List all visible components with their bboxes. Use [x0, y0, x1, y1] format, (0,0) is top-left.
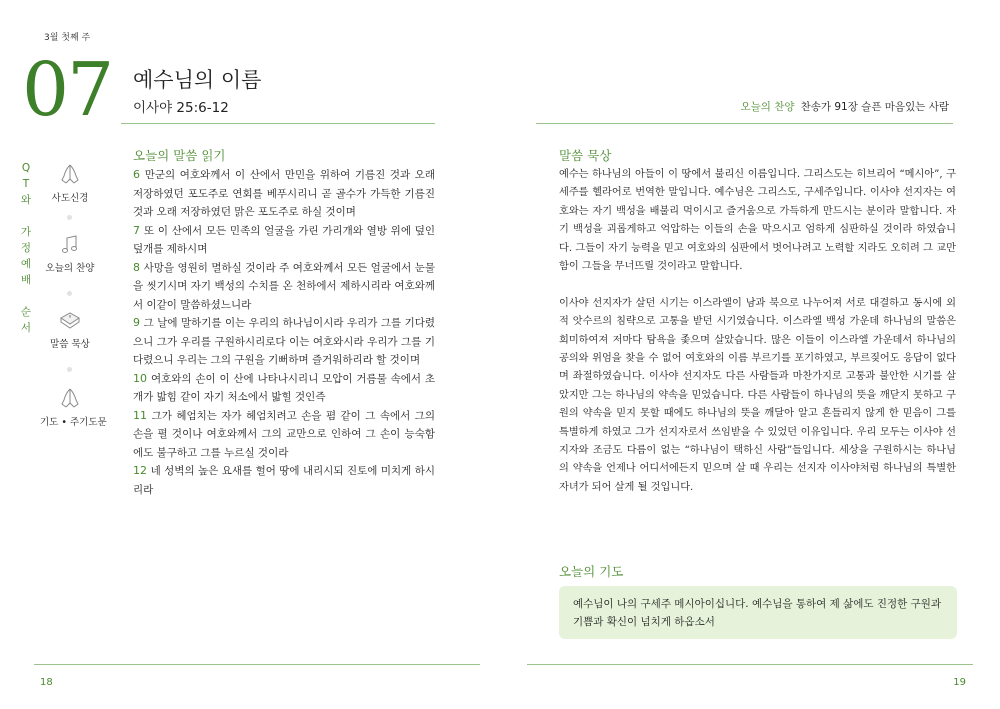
verse-text: 만군의 여호와께서 이 산에서 만민을 위하여 기름진 것과 오래 저장하였던 포도주로 연회를 베푸시리니 곧 골수가 가득한 기름진 것과 오래 저장하였던 맑은 포도주로 하실 것이며: [133, 169, 435, 218]
page-title: 예수님의 이름: [133, 68, 262, 92]
verse-text: 또 이 산에서 모든 민족의 얼굴을 가린 가리개와 열방 위에 덮인 덮개를 제하시며: [133, 224, 436, 255]
vertical-char: 가: [20, 226, 32, 238]
sidebar-item-label: 말씀 묵상: [50, 339, 90, 350]
sidebar-item-meditation[interactable]: [40, 310, 100, 350]
day-number: 07: [22, 47, 113, 133]
right-footer-rule: [527, 664, 973, 665]
vertical-char: 와: [20, 194, 32, 206]
hymn-label: 오늘의 찬양: [740, 101, 795, 113]
page-number-left: 18: [40, 677, 53, 688]
praying-hands-icon: [59, 162, 81, 186]
nav-divider-dot: [67, 367, 72, 372]
verse: [133, 222, 435, 259]
verse-number: 11: [133, 408, 152, 422]
hymn-value: 찬송가 91장 슬픈 마음있는 사람: [800, 101, 949, 113]
meditation-text: [559, 166, 956, 516]
verse-text: 사망을 영원히 멸하실 것이라 주 여호와께서 모든 얼굴에서 눈물을 씻기시며 자기 백성의 수치를 온 천하에서 제하시리라 여호와께서 이같이 말씀하셨느니라: [133, 261, 436, 311]
meditation-paragraph: 예수는 하나님의 아들이 이 땅에서 불리신 이름입니다. 그리스도는 히브리어 “메시아”, 구세주를 헬라어로 번역한 말입니다. 예수님은 그리스도, 구세주입니다. 이사야 선지자는 여호와는 자기 백성을 배불리 먹이시고 즐거움으로 가득하게 만드시는 분이라 말합니다. 자기 백성을 괴롭게하고 억압하는 이들의 손을 막으시고 엄하게 심판하실 것이라 하였습니다. 그들이 자기 능력을 믿고 여호와의 심판에서 벗어나려고 노력할 지라도 오히려 그 교만함이 그들을 무너뜨릴 것이라고 말합니다.: [559, 169, 956, 273]
prayer-box: [559, 586, 957, 639]
verse: [133, 370, 435, 407]
meditation-heading: 말씀 묵상: [559, 148, 612, 163]
scripture-reference: 이사야 25:6-12: [133, 100, 229, 116]
sidebar-item-label: 사도신경: [51, 193, 89, 204]
verse: [133, 259, 435, 315]
verse-number: 6: [133, 168, 145, 181]
verse-text: 네 성벽의 높은 요새를 헐어 땅에 내리시되 진토에 미치게 하시리라: [133, 465, 435, 496]
nav-divider-dot: [67, 291, 72, 296]
page-number-right: 19: [953, 677, 966, 688]
right-header-rule: [536, 123, 953, 124]
vertical-char: 순: [20, 306, 32, 318]
sidebar-item-label: 기도 • 주기도문: [40, 417, 107, 428]
week-label: 3월 첫째 주: [44, 33, 91, 43]
verse: [133, 166, 435, 222]
vertical-char: [20, 288, 32, 304]
praying-hands-icon: [59, 386, 81, 410]
verse-number: 9: [133, 316, 144, 329]
bible-icon: [58, 310, 82, 332]
verse-text: 그가 헤엄치는 자가 헤엄치려고 손을 폄 같이 그 속에서 그의 손을 펼 것이나 여호와께서 그의 교만으로 인하여 그 손이 능숙함에도 불구하고 그를 누르실 것이라: [133, 409, 435, 459]
verse-number: 10: [133, 371, 151, 385]
prayer-line: 예수님이 나의 구세주 메시아이십니다. 예수님을 통하여 제 삶에도 진정한 구원과: [573, 598, 942, 610]
verse: [133, 314, 435, 370]
nav-divider-dot: [67, 215, 72, 220]
music-note-icon: [60, 234, 80, 256]
verse-number: 8: [133, 260, 144, 274]
sidebar-item-prayer[interactable]: [40, 386, 107, 428]
meditation-paragraph: 이사야 선지자가 살던 시기는 이스라엘이 남과 북으로 나누어져 서로 대결하고 동시에 외적 앗수르의 침략으로 고통을 받던 시기였습니다. 이스라엘 백성 가운데 하나님의 말씀은 희미하여져 저마다 탐욕을 좇으며 살았습니다. 많은 이들이 이스라엘 가운데서 하나님의 공의와 위엄을 찾을 수 없어 여호와의 이름 부르기를 포기하였고, 부르짖어도 응답이 없다며 좌절하였습니다. 이사야 선지자도 다른 사람들과 마찬가지로 고통과 불안한 시기를 살았지만 그는 하나님의 약속을 믿었습니다. 다른 사람들이 하나님의 뜻을 깨닫지 못하고 구원의 약속을 믿지 못할 때에도 하나님의 뜻을 깨달아 알고 흔들리지 않게 한 믿음이 그를 특별하게 하였고 그가 선지자로서 쓰임받을 수 있었던 이유입니다. 우리 모두는 이사야 선지자와 조금도 다름이 없는 “하나님이 택하신 사람”들입니다. 세상을 구원하시는 하나님의 약속을 언제나 어디서에든지 믿으며 살 때 우리는 선지자 이사야처럼 하나님의 특별한 자녀가 되어 살게 될 것입니다.: [559, 297, 956, 493]
vertical-char: [20, 208, 32, 224]
prayer-heading: 오늘의 기도: [559, 564, 624, 579]
verse-number: 12: [133, 464, 151, 477]
vertical-char: 서: [20, 322, 32, 334]
vertical-char: Q: [21, 162, 31, 174]
vertical-char: 정: [20, 242, 32, 254]
left-footer-rule: [34, 664, 480, 665]
verse: [133, 462, 435, 499]
reading-heading: 오늘의 말씀 읽기: [133, 148, 226, 163]
prayer-line: 기쁨과 확신이 넘치게 하옵소서: [573, 616, 715, 628]
sidebar-item-label: 오늘의 찬양: [45, 263, 95, 274]
vertical-char: 배: [20, 274, 32, 286]
verse: [133, 407, 435, 463]
sidebar-item-creed[interactable]: [40, 162, 100, 204]
vertical-char: 예: [20, 258, 32, 270]
verse-text: 그 날에 말하기를 이는 우리의 하나님이시라 우리가 그를 기다렸으니 그가 우리를 구원하시리로다 이는 여호와시라 우리가 그를 기다렸으니 우리는 그의 구원을 기뻐하며 즐거워하리라 할 것이며: [133, 317, 436, 366]
vertical-char: T: [22, 178, 30, 190]
hymn-info: [741, 99, 950, 114]
left-header-rule: [121, 123, 435, 124]
verse-text: 여호와의 손이 이 산에 나타나시리니 모압이 거름물 속에서 초개가 밟힘 같이 자기 처소에서 밟힐 것인즉: [133, 372, 435, 403]
scripture-text: [133, 166, 435, 499]
verse-number: 7: [133, 223, 144, 237]
vertical-nav-text: [20, 160, 32, 336]
sidebar-item-hymn[interactable]: [40, 234, 100, 274]
